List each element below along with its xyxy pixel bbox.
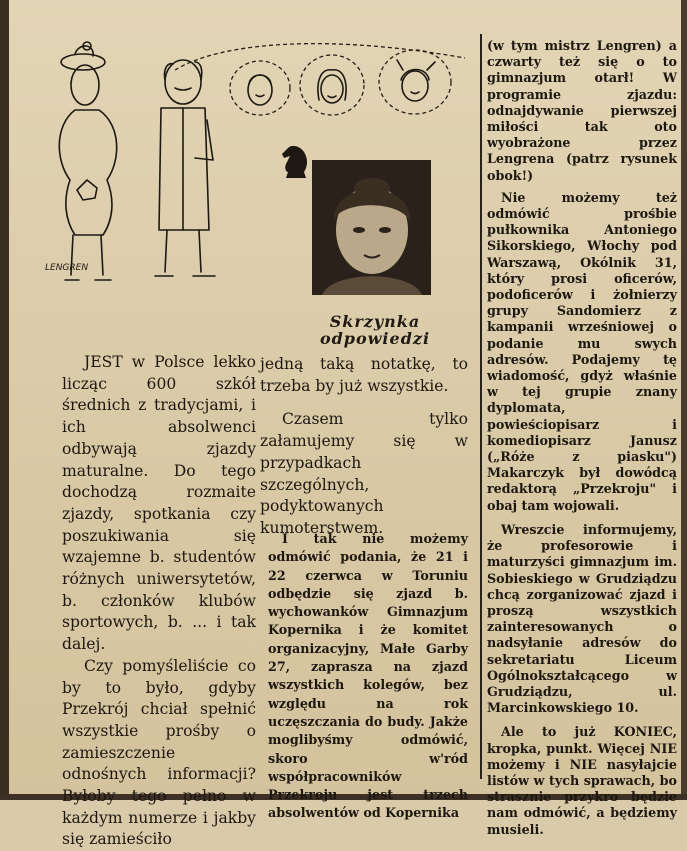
paragraph: Czasem tylko załamujemy się w przypadkach szczególnych, podyktowanych kumoterstwem. [260, 410, 468, 537]
column-2 [260, 354, 468, 540]
paragraph: Wreszcie informujemy, że profesorowie i maturzyści gimnazjum im. Sobieskiego w Grudziądzu chcą zorganizować zjazd i proszą wszystkich zainteresowanych o nadsyłanie adresów do sekretariatu Liceum Ogólnokształcącego w Grudziądzu, ul. Marcinkowskiego 10. [487, 521, 677, 716]
paragraph: (w tym mistrz Lengren) a czwarty też się o to gimnazjum otarł! W programie zjazdu: odnajdywanie pierwszej miłości tak oto wyobrażone przez Lengrena (patrz rysunek obok!) [487, 38, 677, 183]
paragraph: Czy pomyśleliście co by to było, gdyby Przekrój chciał spełnić wszystkie prośby o zamieszczenie odnośnych informacji? Byłoby tego pełno w każdym numerze i jakby się zamieściło [62, 656, 256, 849]
paragraph: JEST w Polsce lekko licząc 600 szkół średnich z tradycjami, i ich absolwenci odbywają zjazdy maturalne. Do tego dochodzą rozmaite zjazdy, spotkania czy poszukiwania się wzajemne b. studentów różnych uniwersytetów, b. członków klubów sportowych, b. ... i tak dalej. [62, 353, 256, 654]
cartoon-signature: LENGREN [45, 263, 89, 273]
woman-figure [59, 42, 116, 280]
column-1 [62, 352, 256, 851]
column-rule [480, 34, 482, 779]
page-edge-right [681, 0, 687, 800]
chess-knight-icon [278, 140, 314, 180]
thought-bubble-1 [230, 61, 290, 115]
paragraph: Nie możemy też odmówić prośbie pułkownika Antoniego Sikorskiego, Włochy pod Warszawą, Okólnik 31, który prosi oficerów, podoficerów i żołnierzy grupy Sandomierz z kampanii wrześniowej o podanie mu swych adresów. Podajemy tę wiadomość, gdyż właśnie w tej grupie znany dyplomata, powieściopisarz i komediopisarz Janusz („Róże z piasku") Makarczyk był dowódcą redaktorą „Przekroju" i obaj tam wojowali. [487, 189, 677, 513]
man-figure [155, 60, 215, 276]
paragraph: Ale to już KONIEC, kropka, punkt. Więcej NIE możemy i NIE nasyłajcie listów w tych sprawach, bo strasznie przykro będzie nam odmówić, a będziemy musieli. [487, 724, 677, 837]
thought-bubble-3 [379, 50, 451, 114]
section-title: Skrzynka odpowiedzi [319, 312, 431, 348]
paragraph: I tak nie możemy odmówić podania, że 21 i 22 czerwca w Toruniu odbędzie się zjazd b. wychowanków Gimnazjum Kopernika i że komitet organizacyjny, Małe Garby 27, zaprasza na zjazd wszystkich kolegów, bez względu na rok uczęszczania do budy. Jakże moglibyśmy odmówić, skoro w'ród współpracowników Przekroju jest trzech absolwentów od Kopernika [268, 531, 468, 821]
paragraph: jedną taką notatkę, to trzeba by już wszystkie. [260, 355, 468, 395]
portrait-photo [312, 160, 431, 295]
thought-bubble-2 [300, 55, 364, 115]
page-edge-left [0, 0, 9, 800]
column-2-small-text [268, 530, 468, 823]
column-3 [487, 38, 677, 838]
